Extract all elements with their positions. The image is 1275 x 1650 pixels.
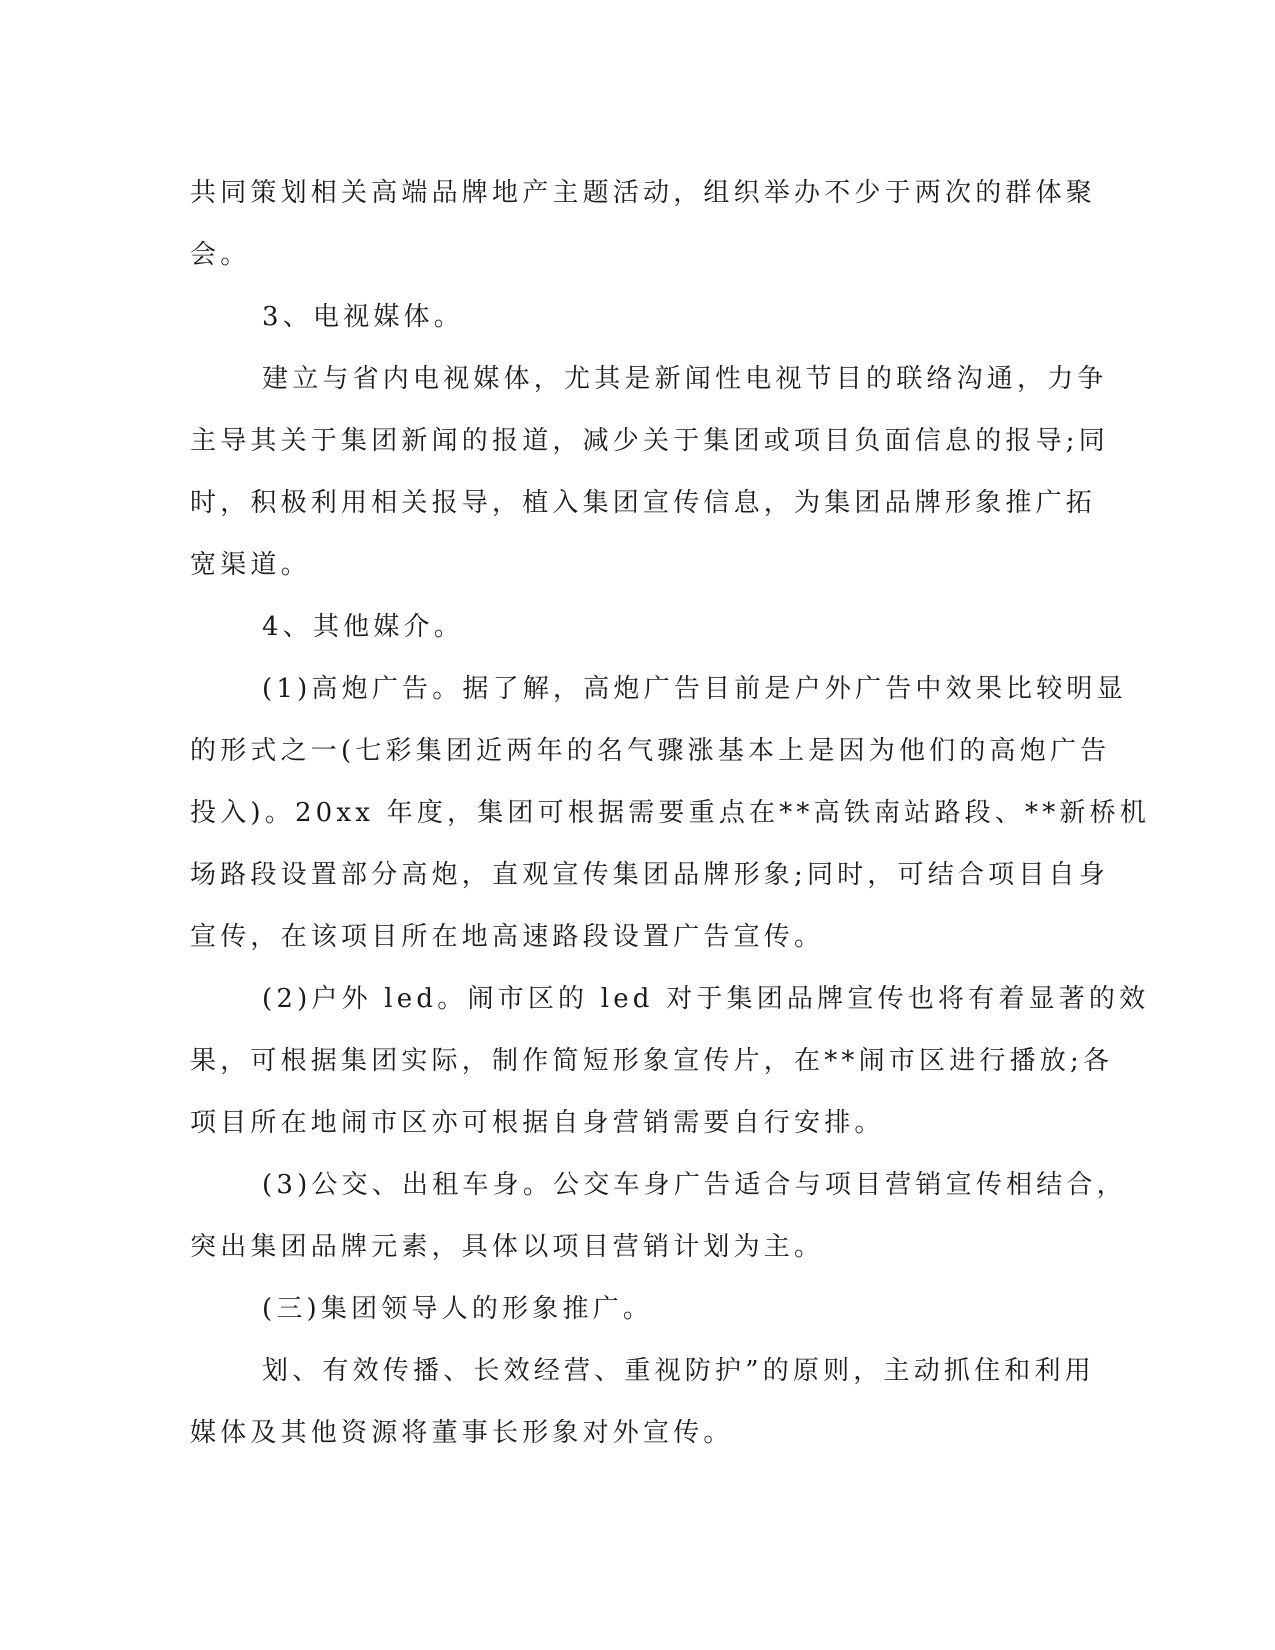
section-heading-leader-image: (三)集团领导人的形象推广。 [262, 1294, 654, 1324]
text-line-12: 场路段设置部分高炮，直观宣传集团品牌形象;同时，可结合项目自身 [190, 860, 1109, 890]
section-heading-other-media: 4、其他媒介。 [262, 612, 464, 642]
text-line-7: 宽渠道。 [190, 550, 311, 580]
text-line-6: 时，积极利用相关报导，植入集团宣传信息，为集团品牌形象推广拓 [190, 488, 1097, 518]
text-line-14: (2)户外 led。闹市区的 led 对于集团品牌宣传也将有着显著的效 [262, 984, 1150, 1014]
section-heading-tv-media: 3、电视媒体。 [262, 302, 464, 332]
text-line-18: 突出集团品牌元素，具体以项目营销计划为主。 [190, 1232, 825, 1262]
document-body [190, 162, 1151, 1464]
text-line-11: 投入)。20xx 年度，集团可根据需要重点在**高铁南站路段、**新桥机 [190, 798, 1151, 828]
text-line-1: 共同策划相关高端品牌地产主题活动，组织举办不少于两次的群体聚 [190, 178, 1097, 208]
text-line-21: 媒体及其他资源将董事长形象对外宣传。 [190, 1418, 734, 1448]
text-line-4: 建立与省内电视媒体，尤其是新闻性电视节目的联络沟通，力争 [262, 364, 1108, 394]
text-line-2: 会。 [190, 240, 251, 270]
text-line-5: 主导其关于集团新闻的报道，减少关于集团或项目负面信息的报导;同 [190, 426, 1109, 456]
text-line-9: (1)高炮广告。据了解，高炮广告目前是户外广告中效果比较明显 [262, 674, 1127, 704]
text-line-15: 果，可根据集团实际，制作简短形象宣传片，在**闹市区进行播放;各 [190, 1046, 1114, 1076]
text-line-16: 项目所在地闹市区亦可根据自身营销需要自行安排。 [190, 1108, 885, 1138]
text-line-17: (3)公交、出租车身。公交车身广告适合与项目营销宣传相结合， [262, 1170, 1127, 1200]
text-line-20: 划、有效传播、长效经营、重视防护”的原则，主动抓住和利用 [262, 1356, 1095, 1386]
text-line-10: 的形式之一(七彩集团近两年的名气骤涨基本上是因为他们的高炮广告 [190, 736, 1111, 766]
text-line-13: 宣传，在该项目所在地高速路段设置广告宣传。 [190, 922, 825, 952]
